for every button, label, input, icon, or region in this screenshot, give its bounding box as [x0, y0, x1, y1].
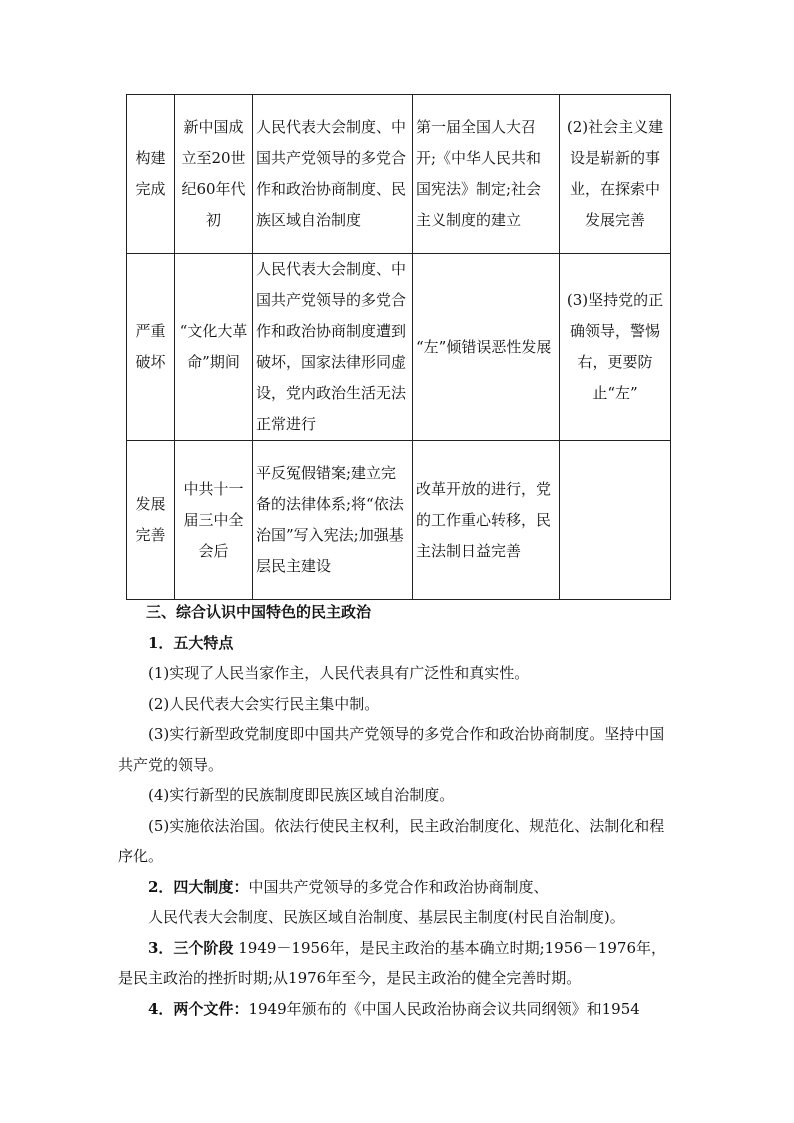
list-item: (5)实施依法治国。依法行使民主权利，民主政治制度化、规范化、法制化和程序化。 — [118, 816, 665, 865]
three-stages-label: 3．三个阶段 — [148, 938, 234, 957]
time-cell: 中共十一届三中全会后 — [175, 441, 253, 600]
institutions-cell: 平反冤假错案;建立完备的法律体系;将“依法治国”写入宪法;加强基层民主建设 — [253, 441, 413, 600]
stage-cell: 严重破坏 — [127, 254, 175, 441]
time-cell: 新中国成立至20世纪60年代初 — [175, 95, 253, 254]
two-documents-text: 1949年颁布的《中国人民政治协商会议共同纲领》和1954 — [248, 999, 640, 1018]
three-stages-text: 1949－1956年，是民主政治的基本确立时期;1956－1976年，是民主政治的挫折时期;从1976年至今，是民主政治的健全完善时期。 — [118, 938, 666, 987]
table-row — [127, 254, 671, 441]
section-heading: 三、综合认识中国特色的民主政治 — [146, 603, 372, 621]
list-item: (2)人民代表大会实行民主集中制。 — [148, 694, 380, 713]
time-cell: “文化大革命”期间 — [175, 254, 253, 441]
events-cell: 第一届全国人大召开;《中华人民共和国宪法》制定;社会主义制度的建立 — [413, 95, 560, 254]
paragraph-four-systems — [118, 872, 678, 903]
table-row — [127, 441, 671, 600]
institutions-cell: 人民代表大会制度、中国共产党领导的多党合作和政治协商制度遭到破坏，国家法律形同虚设，党内政治生活无法正常进行 — [253, 254, 413, 441]
body-text — [118, 597, 678, 1024]
stages-table — [126, 94, 671, 600]
four-systems-text-a: 中国共产党领导的多党合作和政治协商制度、 — [248, 877, 549, 896]
paragraph-three-stages — [118, 933, 678, 994]
four-systems-label: 2．四大制度： — [148, 877, 249, 896]
stage-cell: 构建完成 — [127, 95, 175, 254]
events-cell: 改革开放的进行，党的工作重心转移，民主法制日益完善 — [413, 441, 560, 600]
list-item: (4)实行新型的民族制度即民族区域自治制度。 — [148, 786, 455, 804]
subsection-title: 1．五大特点 — [148, 633, 234, 652]
lesson-cell — [560, 441, 671, 600]
four-systems-text-b: 人民代表大会制度、民族区域自治制度、基层民主制度(村民自治制度)。 — [148, 908, 625, 926]
paragraph-two-documents — [118, 994, 678, 1025]
list-item: (1)实现了人民当家作主，人民代表具有广泛性和真实性。 — [148, 664, 530, 682]
two-documents-label: 4．两个文件： — [148, 999, 249, 1018]
stage-cell: 发展完善 — [127, 441, 175, 600]
lesson-cell: (2)社会主义建设是崭新的事业，在探索中发展完善 — [560, 95, 671, 254]
events-cell: “左”倾错误恶性发展 — [413, 254, 560, 441]
lesson-cell: (3)坚持党的正确领导，警惕右，更要防止“左” — [560, 254, 671, 441]
table-row — [127, 95, 671, 254]
list-item: (3)实行新型政党制度即中国共产党领导的多党合作和政治协商制度。坚持中国共产党的领导。 — [118, 725, 665, 774]
institutions-cell: 人民代表大会制度、中国共产党领导的多党合作和政治协商制度、民族区域自治制度 — [253, 95, 413, 254]
